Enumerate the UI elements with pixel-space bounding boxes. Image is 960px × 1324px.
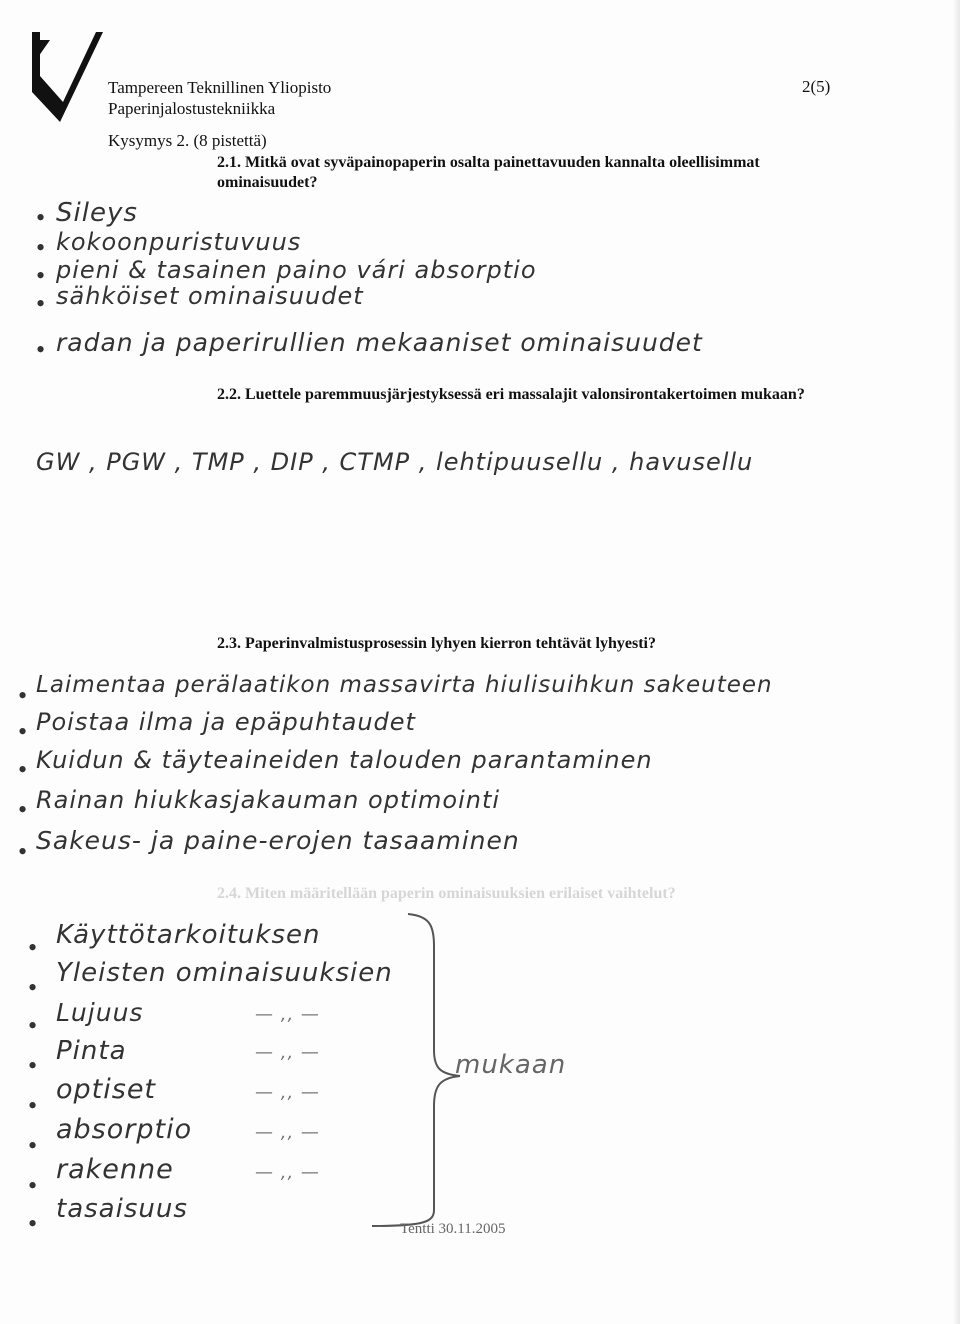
answer-bullet: • [18,717,28,746]
answer-bullet: • [36,233,46,262]
answer-2-1-item: pieni & tasainen paino vári absorptio [56,256,537,284]
ditto-mark: — ,, — [255,1162,320,1183]
answer-2-4-item: absorptio [56,1114,193,1145]
question-2-4: 2.4. Miten määritellään paperin ominaisuuksien erilaiset vaihtelut? [217,885,676,902]
ditto-mark: — ,, — [255,1122,320,1143]
answer-bullet: • [36,335,46,364]
question-2-1: 2.1. Mitkä ovat syväpainopaperin osalta painettavuuden kannalta oleellisimmat ominaisuudet? [217,154,760,191]
answer-bullet: • [28,1011,38,1040]
answer-bullet: • [28,1051,38,1080]
answer-2-1-item: radan ja paperirullien mekaaniset ominaisuudet [56,328,703,357]
answer-2-4-item: Yleisten ominaisuuksien [56,958,393,988]
answer-bullet: • [36,203,46,232]
answer-2-4-item: Lujuus [56,998,144,1027]
page-edge-shadow [952,0,960,1324]
university-logo [30,30,105,125]
answer-bullet: • [28,1209,38,1238]
answer-2-4-item: tasaisuus [56,1194,188,1224]
question-2-2: 2.2. Luettele paremmuusjärjestyksessä eri massalajit valonsirontakertoimen mukaan? [217,386,805,403]
header-institution [108,77,331,119]
answer-bullet: • [36,289,46,318]
answer-2-3-item: Rainan hiukkasjakauman optimointi [36,786,501,814]
answer-bullet: • [28,973,38,1002]
answer-bullet: • [18,755,28,784]
department-name: Paperinjalostustekniikka [108,99,276,118]
answer-bullet: • [28,933,38,962]
answer-bullet: • [18,795,28,824]
answer-bullet: • [28,1171,38,1200]
answer-2-3-item: Sakeus- ja paine-erojen tasaaminen [36,826,520,855]
answer-bullet: • [18,681,28,710]
answer-2-3-item: Poistaa ilma ja epäpuhtaudet [36,708,416,736]
answer-2-2-ranking: GW , PGW , TMP , DIP , CTMP , lehtipuusellu , havusellu [36,448,754,476]
answer-bullet: • [28,1131,38,1160]
ditto-mark: — ,, — [255,1082,320,1103]
section-title: Kysymys 2. (8 pistettä) [108,131,267,150]
answer-bullet: • [36,261,46,290]
answer-2-3-item: Kuidun & täyteaineiden talouden parantaminen [36,746,653,774]
answer-2-1-item: Sileys [56,198,138,228]
ditto-mark: — ,, — [255,1042,320,1063]
page-number: 2(5) [802,77,831,96]
brace-label: mukaan [455,1050,567,1080]
answer-2-3-item: Laimentaa perälaatikon massavirta hiulisuihkun sakeuteen [36,672,773,698]
answer-2-4-item: optiset [56,1074,157,1105]
answer-2-1-item: sähköiset ominaisuudet [56,282,364,310]
answer-bullet: • [18,837,28,866]
answer-2-4-item: Pinta [56,1036,127,1066]
answer-bullet: • [28,1091,38,1120]
answer-2-4-item: rakenne [56,1154,174,1185]
ditto-mark: — ,, — [255,1004,320,1025]
answer-2-1-item: kokoonpuristuvuus [56,228,302,256]
question-2-3: 2.3. Paperinvalmistusprosessin lyhyen kierron tehtävät lyhyesti? [217,635,656,652]
footer-date: Tentti 30.11.2005 [400,1221,506,1237]
university-name: Tampereen Teknillinen Yliopisto [108,78,332,97]
answer-2-4-item: Käyttötarkoituksen [56,920,321,950]
